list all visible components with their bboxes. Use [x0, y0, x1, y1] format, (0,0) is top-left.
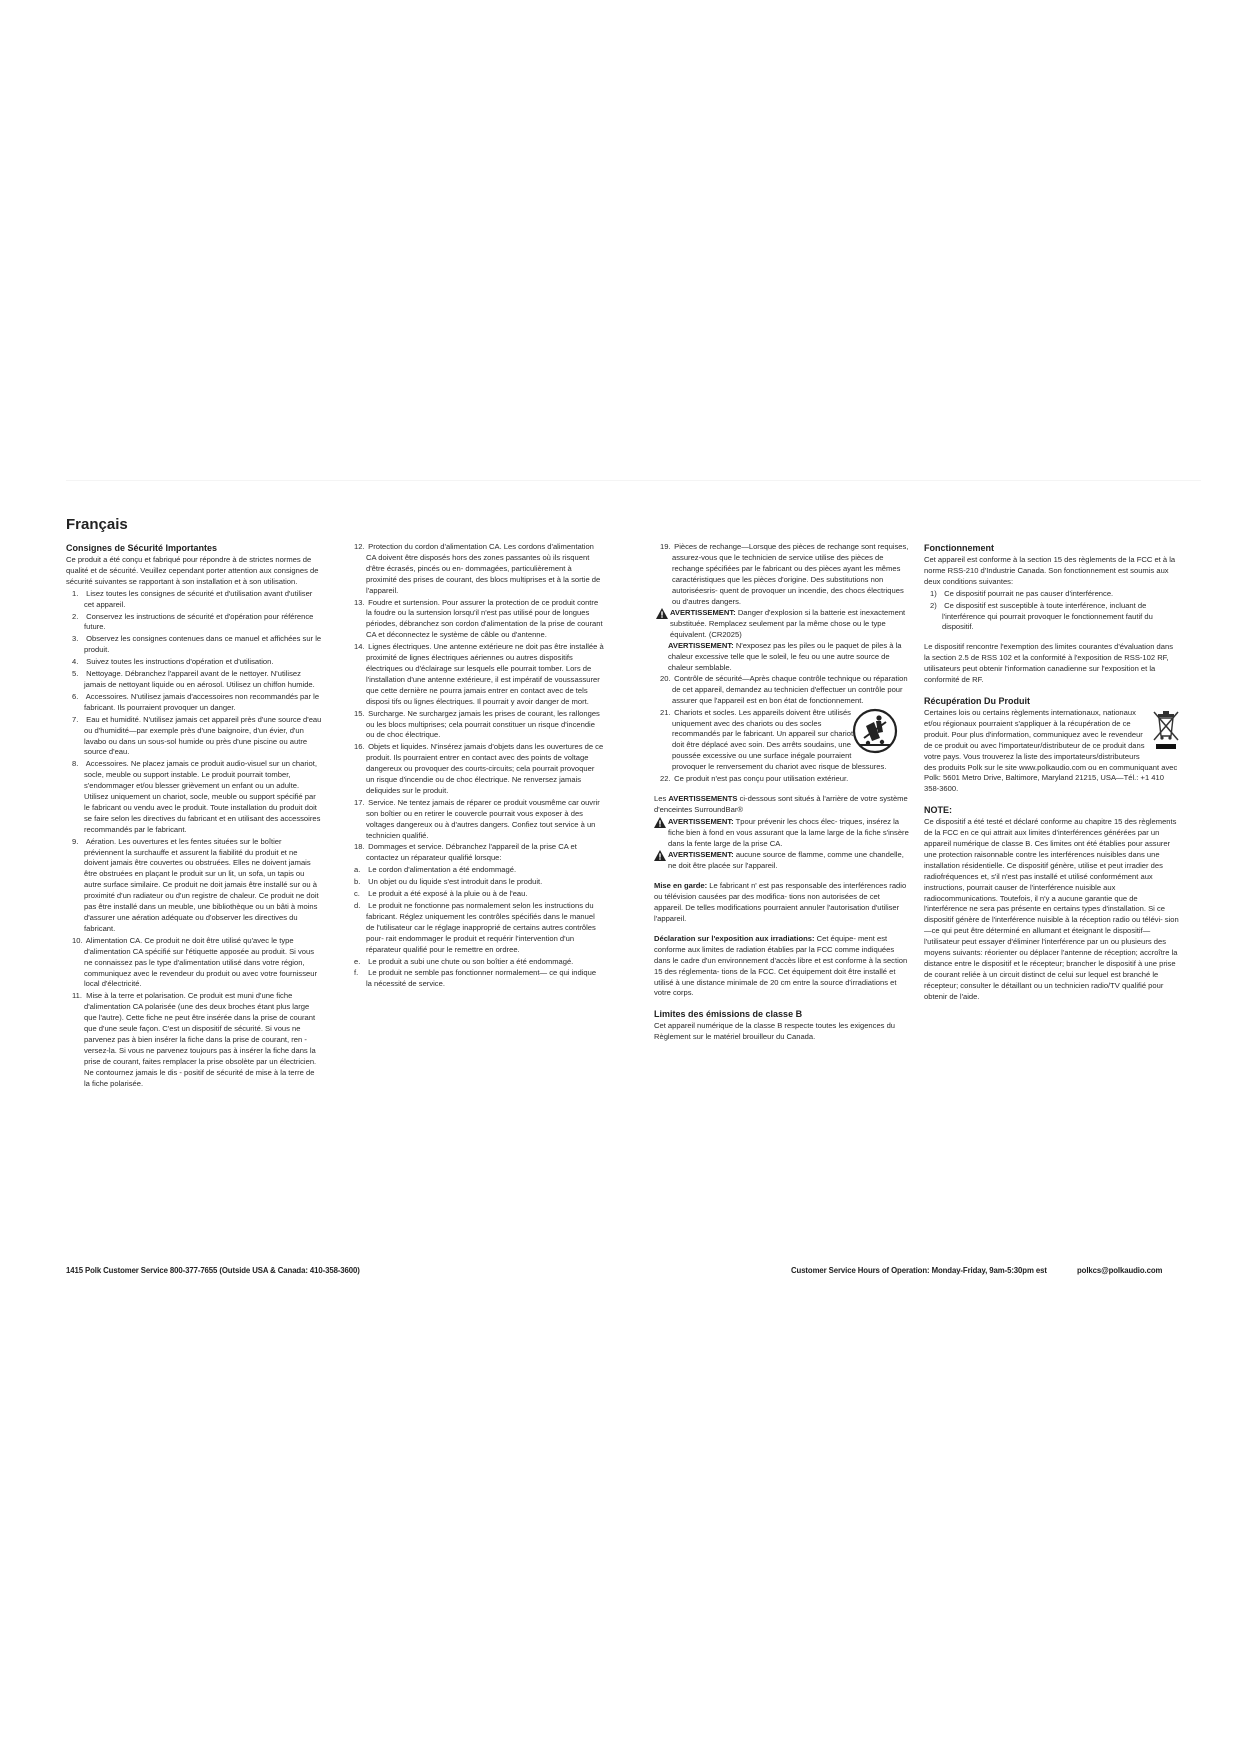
warnings-intro: [654, 794, 910, 816]
list-item-number: b.: [354, 877, 361, 887]
list-item-number: 11.: [72, 991, 82, 1001]
safety-heading: Consignes de Sécurité Importantes: [66, 543, 218, 553]
safety-list-item: [66, 657, 322, 668]
safety-list-item: [66, 612, 322, 634]
list-item-number: 14.: [354, 642, 365, 652]
recovery-text: Certaines lois ou certains règlements internationaux, nationaux et/ou régionaux pourraient s'appliquer à la récupération de ce produit. Pour plus d'information, communiquez avec le revendeur de ce produit ou avec l'importateur/distributeur de ce produit dans votre pays. Vous trouverez la liste des importateurs/distributeurs des produits Polk sur le site www.polkaudio.com ou en communiquant avec Polk: 5601 Metro Drive, Baltimore, Maryland 21215, USA—Tél.: +1 410 358-3600.: [924, 707, 1178, 794]
safety-list-item: [348, 542, 604, 597]
warning-triangle-icon: [654, 850, 666, 861]
exposure-notice: [654, 934, 910, 999]
safety-list-item: [66, 715, 322, 759]
recovery-paragraph: [924, 708, 1180, 795]
damage-sub-item: [348, 877, 604, 888]
warnings-intro-a: Les: [654, 793, 667, 803]
list-item-text: Lignes électriques. Une antenne extérieure ne doit pas être installée à proximité de lignes électriques aériennes ou autres dispositifs électriques ou d'éclairage sur lesquels elle pourrait tomber. Lors de l'installation d'une antenne extérieure, il est impératif de voussassurer que cette dernière ne pourra jamais entrer en contact avec de tels disposi tifs ou lignes électriques. Il pourrait y avoir danger de mort.: [366, 642, 604, 706]
shock-warning-text: Tpour prévenir les chocs élec- triques, insérez la fiche bien à fond en vous assurant que la lame large de la fiche s'insère dans la fente large de la prise CA.: [668, 816, 909, 848]
safety-list-item: [66, 759, 322, 835]
list-item-text: Ce dispositif est susceptible à toute interférence, incluant de l'interférence qui pourrait provoquer le fonctionnement fautif du dispositif.: [942, 600, 1153, 632]
list-item-text: Nettoyage. Débranchez l'appareil avant de le nettoyer. N'utilisez jamais de nettoyant liquide ou en aérosol. Utilisez un chiffon humide.: [84, 669, 315, 689]
list-item-number: 9.: [72, 836, 79, 846]
battery-warning: [656, 608, 910, 641]
operation-condition-item: [924, 589, 1180, 600]
note-text: Ce dispositif a été testé et déclaré conforme au chapitre 15 des règlements de la FCC en ce qui attrait aux limites d'interférences générées par un appareil numérique de classe B. Ces limites ont été établies pour assurer une protection raisonnable contre les interférences nuisibles dans une installation résidentielle. Ce dispositif génère, utilise et peut irradier des radiofréquences et, s'il n'est pas installé et utilisé conformément aux instructions, pourrait causer de l'interférence nuisible aux radiocommunications. Toutefois, il n'y a aucune garantie que de l'interférence ne sera pas présente en certains types d'installation. Si ce dispositif génère de l'interférence nuisible à la réception radio ou télévi- sion—ce qui peut être déterminé en allumant et éteignant le dispositif—l'utilisateur peut essayer d'éliminer l'interférence par un ou plusieurs des moyens suivants: réorienter ou déplacer l'antenne de réception; accroître la distance entre le dispositif et le récepteur; brancher le dispositif à une prise de courant reliée à un circuit distinct de celui sur lequel est branché le récepteur; consulter le détaillant ou un technicien radio/TV qualifié pour obtenir de l'aide.: [924, 817, 1179, 1001]
safety-list-4: [654, 674, 910, 785]
list-item-number: e.: [354, 956, 361, 966]
list-item-text: Chariots et socles. Les appareils doivent être utilisés uniquement avec des chariots ou des socles recommandés par le fabricant. Un appareil sur chariot doit être déplacé avec soin. Des arrêts soudains, une poussée excessive ou une surface inégale pourraient provoquer le renversement du chariot avec risque de blessures.: [672, 707, 887, 772]
list-item-text: Le produit a été exposé à la pluie ou à de l'eau.: [368, 889, 528, 899]
flame-warning-label: AVERTISSEMENT:: [668, 850, 734, 860]
safety-list-item: [66, 692, 322, 714]
list-item-number: 18.: [354, 842, 365, 852]
list-item-number: 13.: [354, 597, 365, 607]
list-item-number: 6.: [72, 691, 79, 701]
safety-list-item: [66, 634, 322, 656]
faint-rule: [66, 480, 1201, 481]
list-item-text: Pièces de rechange—Lorsque des pièces de rechange sont requises, assurez-vous que le technicien de service utilise des pièces de rechange spécifiées par le fabricant ou des pièces ayant les mêmes caractéristiques que les pièces d'origine. Des substitutions non autoriséesris- quent de provoquer un incendie, des chocs électriques ou d'autres dangers.: [672, 542, 909, 606]
crossed-bin-icon: [1152, 708, 1180, 750]
operation-heading: Fonctionnement: [924, 543, 994, 553]
classb-text: Cet appareil numérique de la classe B respecte toutes les exigences du Règlement sur le matériel brouilleur du Canada.: [654, 1021, 896, 1042]
list-item-text: Le cordon d'alimentation a été endommagé.: [368, 865, 517, 875]
note-heading: NOTE:: [924, 805, 952, 816]
list-item-number: 5.: [72, 669, 79, 679]
safety-list-item: [66, 669, 322, 691]
list-item-text: Eau et humidité. N'utilisez jamais cet appareil près d'une source d'eau ou d'humidité—par exemple près d'une baignoire, d'un évier, d'un lavabo ou dans un sous-sol humide ou près d'une piscine ou autre source d'eau.: [84, 714, 322, 757]
operation-conditions: [924, 589, 1180, 634]
list-item-text: Suivez toutes les instructions d'opération et d'utilisation.: [86, 657, 274, 667]
damage-sub-item: [348, 901, 604, 956]
safety-list-3: [654, 542, 910, 607]
safety-list-item: [348, 798, 604, 842]
list-item-text: Ce dispositif pourrait ne pas causer d'interférence.: [944, 588, 1114, 598]
list-item-text: Ce produit n'est pas conçu pour utilisation extérieur.: [674, 774, 849, 784]
list-item-number: f.: [354, 968, 359, 978]
list-item-number: 20.: [660, 673, 671, 683]
list-item-text: Mise à la terre et polarisation. Ce produit est muni d'une fiche d'alimentation CA polarisée (une des deux broches étant plus large que l'autre). Cette fiche ne peut être insérée dans la prise de courant que d'une seule façon. C'est un dispositif de sécurité. Si vous ne parvenez pas à bien insérer la fiche dans la prise de courant, ren - versez-la. Si vous ne parvenez toujours pas à insérer la fiche dans la prise de courant, faites remplacer la prise obsolète par un électricien. Ne contournez jamais le dis - positif de sécurité de mise à la terre de la fiche polarisée.: [84, 991, 317, 1088]
rss-text: Le dispositif rencontre l'exemption des limites courantes d'évaluation dans la section 2.5 de RSS 102 et la conformité à l'exposition de RSS-102 RF, utilisateurs peut obtenir l'information canadienne sur l'exposition et la conformité de RF.: [924, 642, 1173, 685]
flame-warning: [654, 850, 910, 872]
list-item-text: Protection du cordon d'alimentation CA. Les cordons d'alimentation CA doivent être disposés hors des zones passantes où ils risquent d'être écrasés, pincés ou en- dommagées, particulièrement à proximité des prises de courant, des blocs multiprises et à la sortie de l'appareil.: [366, 542, 601, 595]
list-item-text: Alimentation CA. Ce produit ne doit être utilisé qu'avec le type d'alimentation CA spécifié sur l'étiquette apposée au produit. Si vous ne connaissez pas le type d'alimentation utilisé dans votre région, communiquez avec le revendeur du produit ou avec votre fournisseur local d'électricité.: [84, 935, 318, 989]
safety-list-item: [654, 542, 910, 607]
safety-list-item: [654, 708, 910, 773]
footer-hours: Customer Service Hours of Operation: Monday-Friday, 9am-5:30pm est: [791, 1266, 1047, 1275]
list-item-number: 1): [930, 588, 937, 598]
list-item-number: d.: [354, 901, 361, 910]
safety-list-item: [66, 589, 322, 611]
list-item-number: 2): [930, 600, 937, 610]
list-item-text: Aération. Les ouvertures et les fentes situées sur le boîtier préviennent la surchauffe et assurent la fiabilité du produit et ne doivent jamais être couvertes ou obstruées. Elles ne doivent jamais être obstruées en plaçant le produit sur un lit, un sofa, un tapis ou autre surface similaire. Ce produit ne doit jamais être installé sur ou à proximité d'un radiateur ou d'un registre de chaleur. Ce produit ne doit pas être installé dans un meuble, une bibliothèque ou un bâti à moins d'assurer une aération adéquate ou d'observer les directives du fabricant.: [84, 836, 319, 933]
list-item-number: 1.: [72, 588, 79, 598]
list-item-number: 19.: [660, 542, 671, 551]
safety-list-item: [348, 842, 604, 864]
battery-warning-label: AVERTISSEMENT:: [670, 608, 736, 618]
flame-warning-text: aucune source de flamme, comme une chandelle, ne doit être placée sur l'appareil.: [668, 850, 904, 871]
safety-list-item: [348, 742, 604, 797]
list-item-number: 17.: [354, 797, 365, 807]
list-item-text: Le produit ne semble pas fonctionner normalement— ce qui indique la nécessité de service.: [366, 968, 597, 989]
column-1: [66, 542, 322, 1091]
list-item-number: 10.: [72, 935, 83, 945]
battery-warning2-label: AVERTISSEMENT:: [668, 641, 734, 651]
safety-list-1: [66, 589, 322, 1090]
warning-triangle-icon: [654, 817, 666, 828]
interference-label: Mise en garde:: [654, 881, 708, 891]
safety-list-item: [66, 837, 322, 935]
safety-list-item: [66, 936, 322, 991]
cart-tip-over-icon: [864, 708, 910, 754]
shock-warning-label: AVERTISSEMENT:: [668, 816, 734, 826]
list-item-text: Le produit ne fonctionne pas normalement selon les instructions du fabricant. Réglez uniquement les contrôles spécifiés dans le manuel de l'utilisateur car le réglage inapproprié de certains autres contrôles pour- rait endommager le produit et requérir l'intervention d'un réparateur qualifié pour le remettre en ordree.: [366, 901, 596, 954]
classb-heading: Limites des émissions de classe B: [654, 1009, 803, 1020]
battery-warning2-text: N'exposez pas les piles ou le paquet de piles à la chaleur excessive telle que le soleil, le feu ou une autre source de chaleur semblable.: [668, 641, 902, 672]
list-item-number: c.: [354, 889, 360, 899]
list-item-number: 22.: [660, 774, 671, 784]
safety-list-item: [654, 774, 910, 785]
shock-warning: [654, 817, 910, 850]
safety-list-2: [348, 542, 604, 864]
damage-sub-list: [348, 865, 604, 990]
list-item-number: 12.: [354, 542, 365, 551]
footer-email-link[interactable]: polkcs@polkaudio.com: [1077, 1266, 1163, 1275]
safety-list-item: [348, 598, 604, 642]
exposure-label: Déclaration sur l'exposition aux irradiations:: [654, 933, 815, 943]
list-item-text: Surcharge. Ne surchargez jamais les prises de courant, les rallonges ou les blocs multiprises; cela pourrait constituer un risque d'incendie ou de choc électrique.: [366, 708, 600, 740]
recovery-heading: Récupération Du Produit: [924, 695, 1031, 706]
list-item-text: Le produit a subi une chute ou son boîtier a été endommagé.: [368, 956, 574, 966]
safety-list-item: [654, 674, 910, 707]
list-item-number: 21.: [660, 707, 671, 717]
list-item-text: Conservez les instructions de sécurité et d'opération pour référence future.: [84, 611, 314, 632]
list-item-text: Service. Ne tentez jamais de réparer ce produit vousmême car ouvrir son boîtier ou en retirer le couvercle pourrait vous exposer à des voltages dangereux ou à d'autres dangers. Confiez tout service à un technicien qualifié.: [366, 797, 600, 840]
list-item-number: 16.: [354, 742, 365, 752]
list-item-number: 15.: [354, 708, 365, 718]
list-item-number: 4.: [72, 657, 79, 667]
operation-condition-item: [924, 601, 1180, 634]
list-item-text: Accessoires. Ne placez jamais ce produit audio-visuel sur un chariot, socle, meuble ou support instable. Le produit pourrait tomber, s'endommager et/ou blesser grièvement un enfant ou un adulte. Utilisez uniquement un chariot, socle, meuble ou support spécifié par le fabricant ou vendu avec le produit. Toute installation du produit doit se faire selon les directives du fabricant et en utilisant des accessoires recommandés par le fabricant.: [84, 759, 321, 834]
battery-warning-2: [654, 641, 910, 674]
exposure-text: Cet équipe- ment est conforme aux limites de radiation établies par la FCC comme indiquées dans le cadre d'un environnement d'accès libre et est conforme à la section 15 des réglementa- tions de la FCC. Cet équipement doit être installé et utilisé à une distance minimale de 20 cm entre la source d'irradiations et votre corps.: [654, 933, 908, 998]
column-3: [654, 542, 910, 1052]
safety-list-item: [66, 991, 322, 1089]
battery-warning-text: Danger d'explosion si la batterie est inexactement substituée. Remplacez seulement par la même chose ou le type équivalent. (CR2025): [670, 608, 906, 640]
safety-list-item: [348, 709, 604, 742]
operation-text: Cet appareil est conforme à la section 15 des règlements de la FCC et à la norme RSS-210 d'Industrie Canada. Son fonctionnement est soumis aux deux conditions suivantes:: [924, 555, 1176, 586]
safety-intro: Ce produit a été conçu et fabriqué pour répondre à de strictes normes de qualité et de sécurité. Veuillez cependant porter attention aux consignes de sécurité suivantes se rapportant à son installation et à son utilisation.: [66, 555, 319, 586]
column-4: [924, 542, 1180, 1012]
list-item-text: Lisez toutes les consignes de sécurité et d'utilisation avant d'utiliser cet appareil.: [84, 588, 313, 609]
list-item-text: Objets et liquides. N'insérez jamais d'objets dans les ouvertures de ce produit. Ils pourraient entrer en contact avec des points de voltage dangereux ou provoquer des courts-circuits; cela pourrait provoquer un risque d'incendie ou de choc électrique. Ne renversez jamais deliquides sur le produit.: [366, 742, 604, 795]
list-item-text: Dommages et service. Débranchez l'appareil de la prise CA et contactez un réparateur qualifié lorsque:: [366, 842, 577, 863]
damage-sub-item: [348, 889, 604, 900]
list-item-number: 2.: [72, 611, 79, 621]
column-2: [348, 542, 604, 991]
warnings-intro-bold: AVERTISSEMENTS: [668, 793, 738, 803]
list-item-number: 3.: [72, 634, 79, 644]
damage-sub-item: [348, 957, 604, 968]
list-item-text: Observez les consignes contenues dans ce manuel et affichées sur le produit.: [84, 634, 322, 655]
safety-list-item: [348, 642, 604, 707]
interference-text: Le fabricant n' est pas responsable des interférences radio ou télévision causées par des modifica- tions non autorisées de cet appareil. De telles modifications pourraient annuler l'autorisation d'utiliser l'appareil.: [654, 881, 907, 923]
damage-sub-item: [348, 968, 604, 990]
footer-customer-service: 1415 Polk Customer Service 800-377-7655 (Outside USA & Canada: 410-358-3600): [66, 1266, 360, 1275]
warnings-intro-b: ci-dessous sont situés à l'arrière de votre système d'enceintes SurroundBar®: [654, 793, 908, 814]
list-item-number: 8.: [72, 759, 79, 769]
warning-triangle-icon: [656, 608, 668, 619]
interference-notice: [654, 881, 910, 925]
damage-sub-item: [348, 865, 604, 876]
list-item-text: Un objet ou du liquide s'est introduit dans le produit.: [368, 877, 543, 887]
list-item-text: Accessoires. N'utilisez jamais d'accessoires non recommandés par le fabricant. Ils pourraient provoquer un danger.: [84, 691, 320, 712]
list-item-number: a.: [354, 865, 361, 875]
list-item-text: Contrôle de sécurité—Après chaque contrôle technique ou réparation de cet appareil, demandez au technicien d'effectuer un contrôle pour assurer que l'appareil est en bon état de fonctionnement.: [672, 673, 908, 705]
page-title: Français: [66, 516, 128, 533]
list-item-number: 7.: [72, 714, 79, 724]
list-item-text: Foudre et surtension. Pour assurer la protection de ce produit contre la foudre ou la surtension lorsqu'il n'est pas utilisé pour de longues périodes, débranchez son cordon d'alimentation de la prise de courant CA et déconnectez le système de câble ou d'antenne.: [366, 597, 603, 640]
